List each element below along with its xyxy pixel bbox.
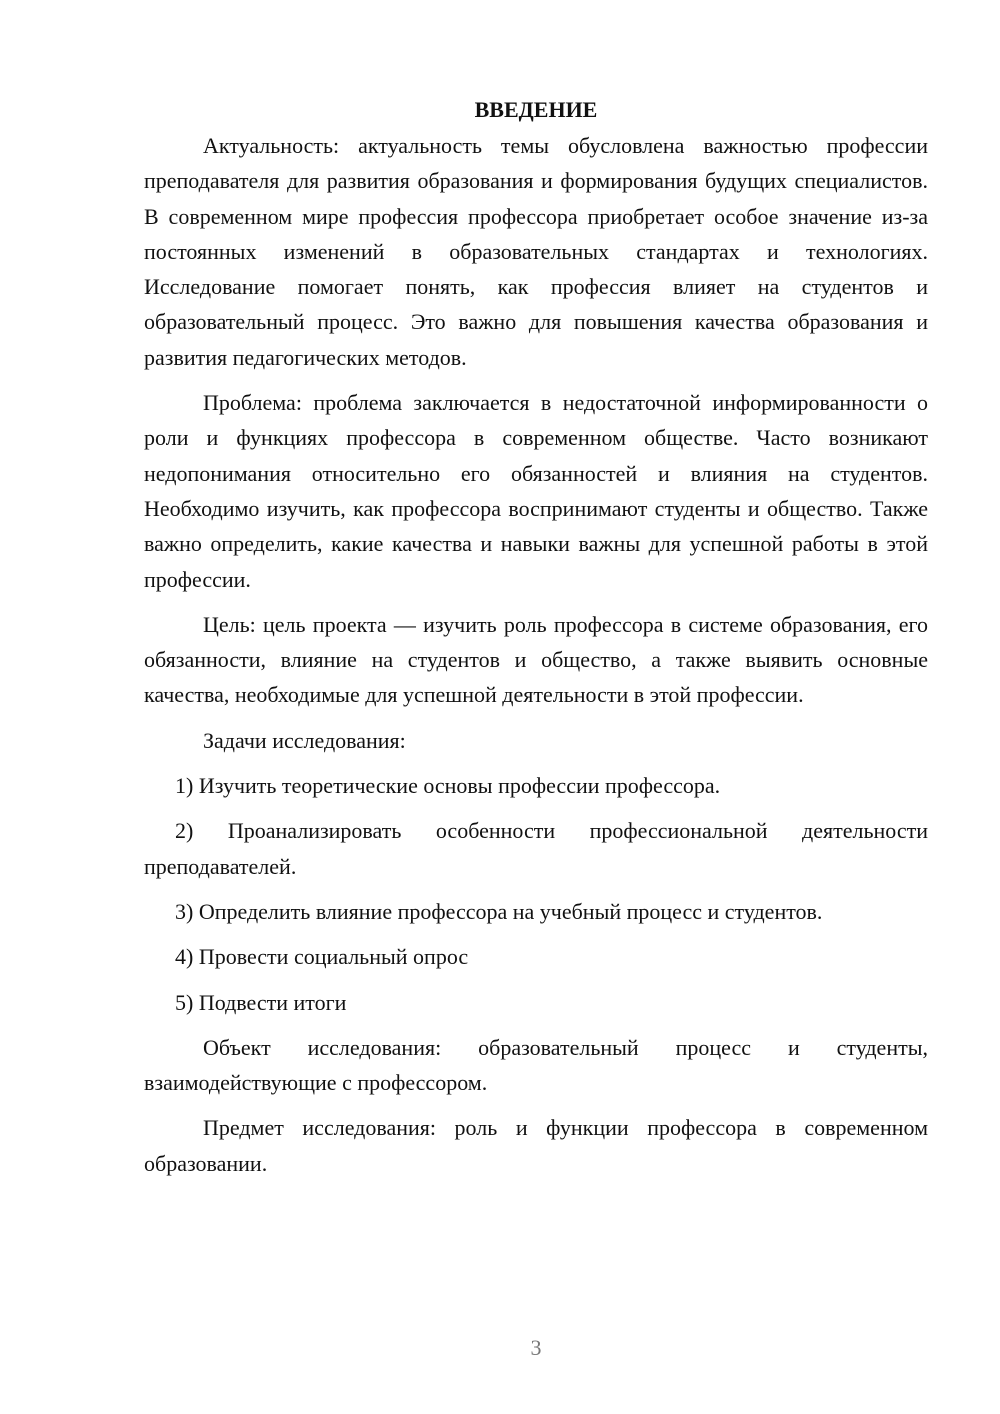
task-item-1: 1) Изучить теоретические основы профессии профессора. bbox=[175, 773, 721, 799]
task-item-5: 5) Подвести итоги bbox=[175, 989, 347, 1015]
goal-paragraph: Цель: цель проекта — изучить роль профессора в системе образования, его обязанности, влияние на студентов и общество, а также выявить основные качества, необходимые для успешной деятельности в этой профессии. bbox=[144, 611, 928, 708]
problem-paragraph: Проблема: проблема заключается в недостаточной информированности о роли и функциях профессора в современном обществе. Часто возникают недопонимания относительно его обязанностей и влияния на студентов. Необходимо изучить, как профессора воспринимают студенты и общество. Также важно определить, какие качества и навыки важны для успешной работы в этой профессии. bbox=[144, 390, 928, 592]
section-heading: ВВЕДЕНИЕ bbox=[474, 97, 598, 122]
tasks-title: Задачи исследования: bbox=[203, 727, 406, 753]
subject-paragraph: Предмет исследования: роль и функции профессора в современном образовании. bbox=[144, 1115, 928, 1176]
task-item-2: 2) Проанализировать особенности профессиональной деятельности преподавателей. bbox=[144, 818, 928, 879]
task-item-4: 4) Провести социальный опрос bbox=[175, 944, 469, 970]
page-number: 3 bbox=[530, 1335, 542, 1360]
document-body bbox=[144, 92, 928, 1191]
object-paragraph: Объект исследования: образовательный процесс и студенты, взаимодействующие с профессором. bbox=[144, 1034, 928, 1096]
task-item-3: 3) Определить влияние профессора на учебный процесс и студентов. bbox=[175, 898, 823, 924]
relevance-paragraph: Актуальность: актуальность темы обусловлена важностью профессии преподавателя для развития образования и формирования будущих специалистов. В современном мире профессия профессора приобретает особое значение из-за постоянных изменений в образовательных стандартах и технологиях. Исследование помогает понять, как профессия влияет на студентов и образовательный процесс. Это важно для повышения качества образования и развития педагогических методов. bbox=[144, 133, 928, 370]
